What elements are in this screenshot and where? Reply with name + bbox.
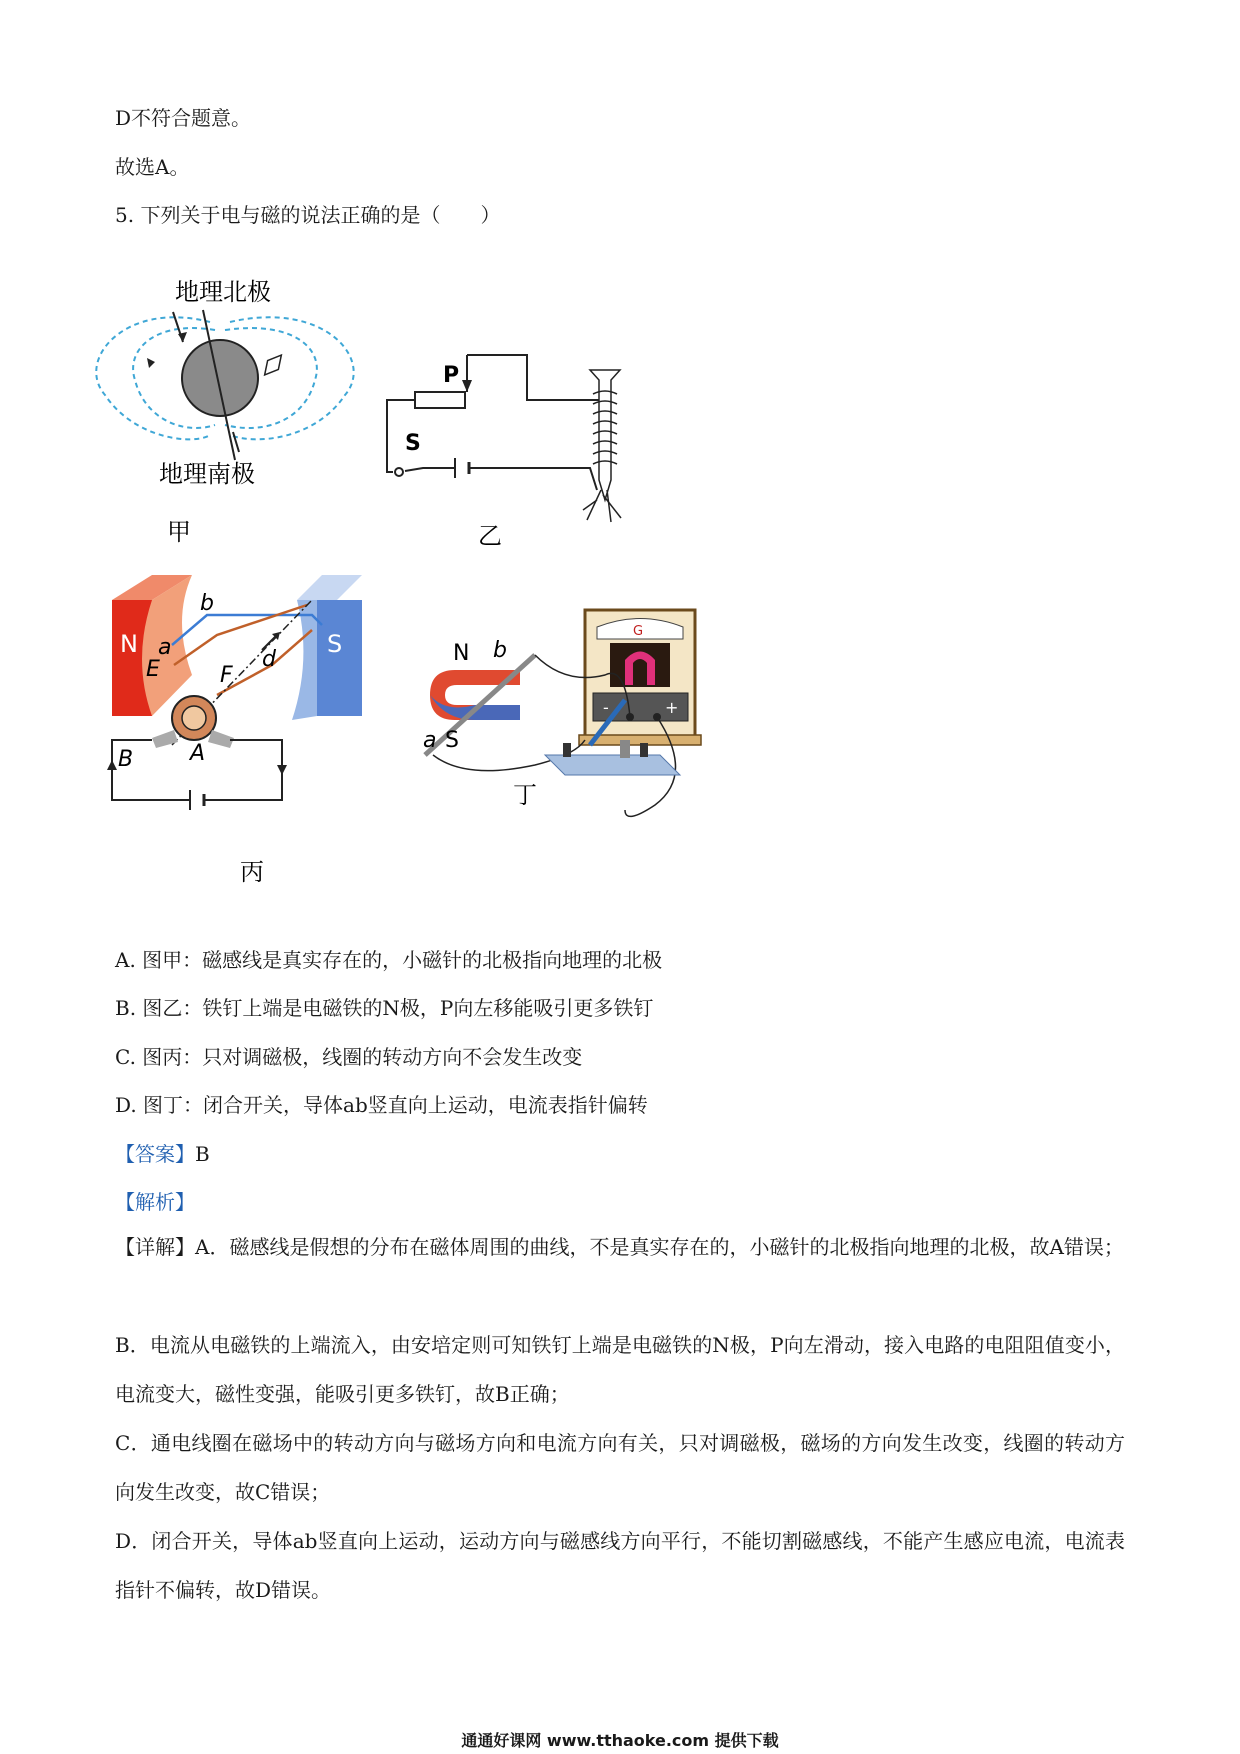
prev-choice-line: 故选A。	[115, 155, 190, 179]
label-b: b	[200, 591, 214, 616]
label-d: d	[262, 647, 276, 672]
figure-bing	[112, 570, 412, 890]
ding-s-label: S	[445, 728, 459, 753]
s-magnet	[292, 575, 362, 720]
detail-tag: 【详解】	[115, 1235, 195, 1259]
compass-needle	[259, 351, 286, 380]
bing-s-label: S	[327, 630, 343, 658]
s-label: S	[405, 431, 421, 456]
footer-text: 通通好课网 www.tthaoke.com 提供下载	[461, 1731, 779, 1750]
detail-a	[115, 1223, 1125, 1272]
n-magnet	[112, 575, 192, 716]
option-b: B. 图乙：铁钉上端是电磁铁的N极，P向左移能吸引更多铁钉	[115, 996, 654, 1020]
detail-d: D．闭合开关，导体ab竖直向上运动，运动方向与磁感线方向平行，不能切割磁感线，不能产生感应电流，电流表指针不偏转，故D错误。	[115, 1529, 1125, 1602]
label-bb: B	[118, 747, 134, 772]
yi-circuit	[387, 355, 605, 490]
coil-loop	[172, 605, 322, 695]
question-stem: 5. 下列关于电与磁的说法正确的是（ ）	[115, 203, 501, 227]
prev-d-line: D不符合题意。	[115, 106, 252, 130]
jia-south-label: 地理南极	[159, 460, 255, 488]
plus-label: +	[665, 698, 679, 717]
answer-tag: 【答案】	[115, 1142, 195, 1166]
bing-n-label: N	[120, 630, 138, 658]
label-e: E	[146, 657, 160, 682]
rheostat	[415, 392, 465, 408]
earth-globe	[182, 340, 258, 416]
analysis-tag: 【解析】	[115, 1190, 195, 1214]
yi-caption: 乙	[478, 522, 502, 550]
figure-yi	[375, 350, 645, 560]
jia-caption: 甲	[167, 518, 191, 546]
option-c: C. 图丙：只对调磁极，线圈的转动方向不会发生改变	[115, 1045, 583, 1069]
p-label: P	[443, 363, 460, 388]
label-f: F	[220, 663, 233, 688]
detail-a-text: A．磁感线是假想的分布在磁体周围的曲线，不是真实存在的，小磁针的北极指向地理的北极，故A错误；	[195, 1235, 1124, 1259]
option-d: D. 图丁：闭合开关，导体ab竖直向上运动，电流表指针偏转	[115, 1093, 648, 1117]
figure-ding	[425, 605, 725, 905]
ding-b-label: b	[493, 638, 507, 663]
bing-caption: 丙	[240, 858, 264, 886]
figure-jia	[115, 270, 335, 560]
answer-line	[115, 1140, 210, 1168]
ding-n-label: N	[453, 641, 470, 666]
minus-label: -	[603, 698, 609, 717]
label-a: a	[158, 635, 172, 660]
ding-caption: 丁	[513, 781, 537, 809]
ding-a-label: a	[423, 728, 437, 753]
galvanometer	[579, 610, 701, 745]
answer-value: B	[195, 1142, 210, 1166]
detail-c: C．通电线圈在磁场中的转动方向与磁场方向和电流方向有关，只对调磁极，磁场的方向发生改变，线圈的转动方向发生改变，故C错误；	[115, 1431, 1125, 1504]
jia-north-label: 地理北极	[175, 278, 271, 306]
label-aa: A	[190, 741, 206, 766]
g-label: G	[633, 624, 644, 639]
option-a: A. 图甲：磁感线是真实存在的，小磁针的北极指向地理的北极	[115, 948, 663, 972]
switch-pivot	[395, 468, 403, 476]
attracted-nails	[583, 490, 621, 522]
detail-b: B．电流从电磁铁的上端流入，由安培定则可知铁钉上端是电磁铁的N极，P向左滑动，接入电路的电阻阻值变小，电流变大，磁性变强，能吸引更多铁钉，故B正确；	[115, 1333, 1125, 1406]
